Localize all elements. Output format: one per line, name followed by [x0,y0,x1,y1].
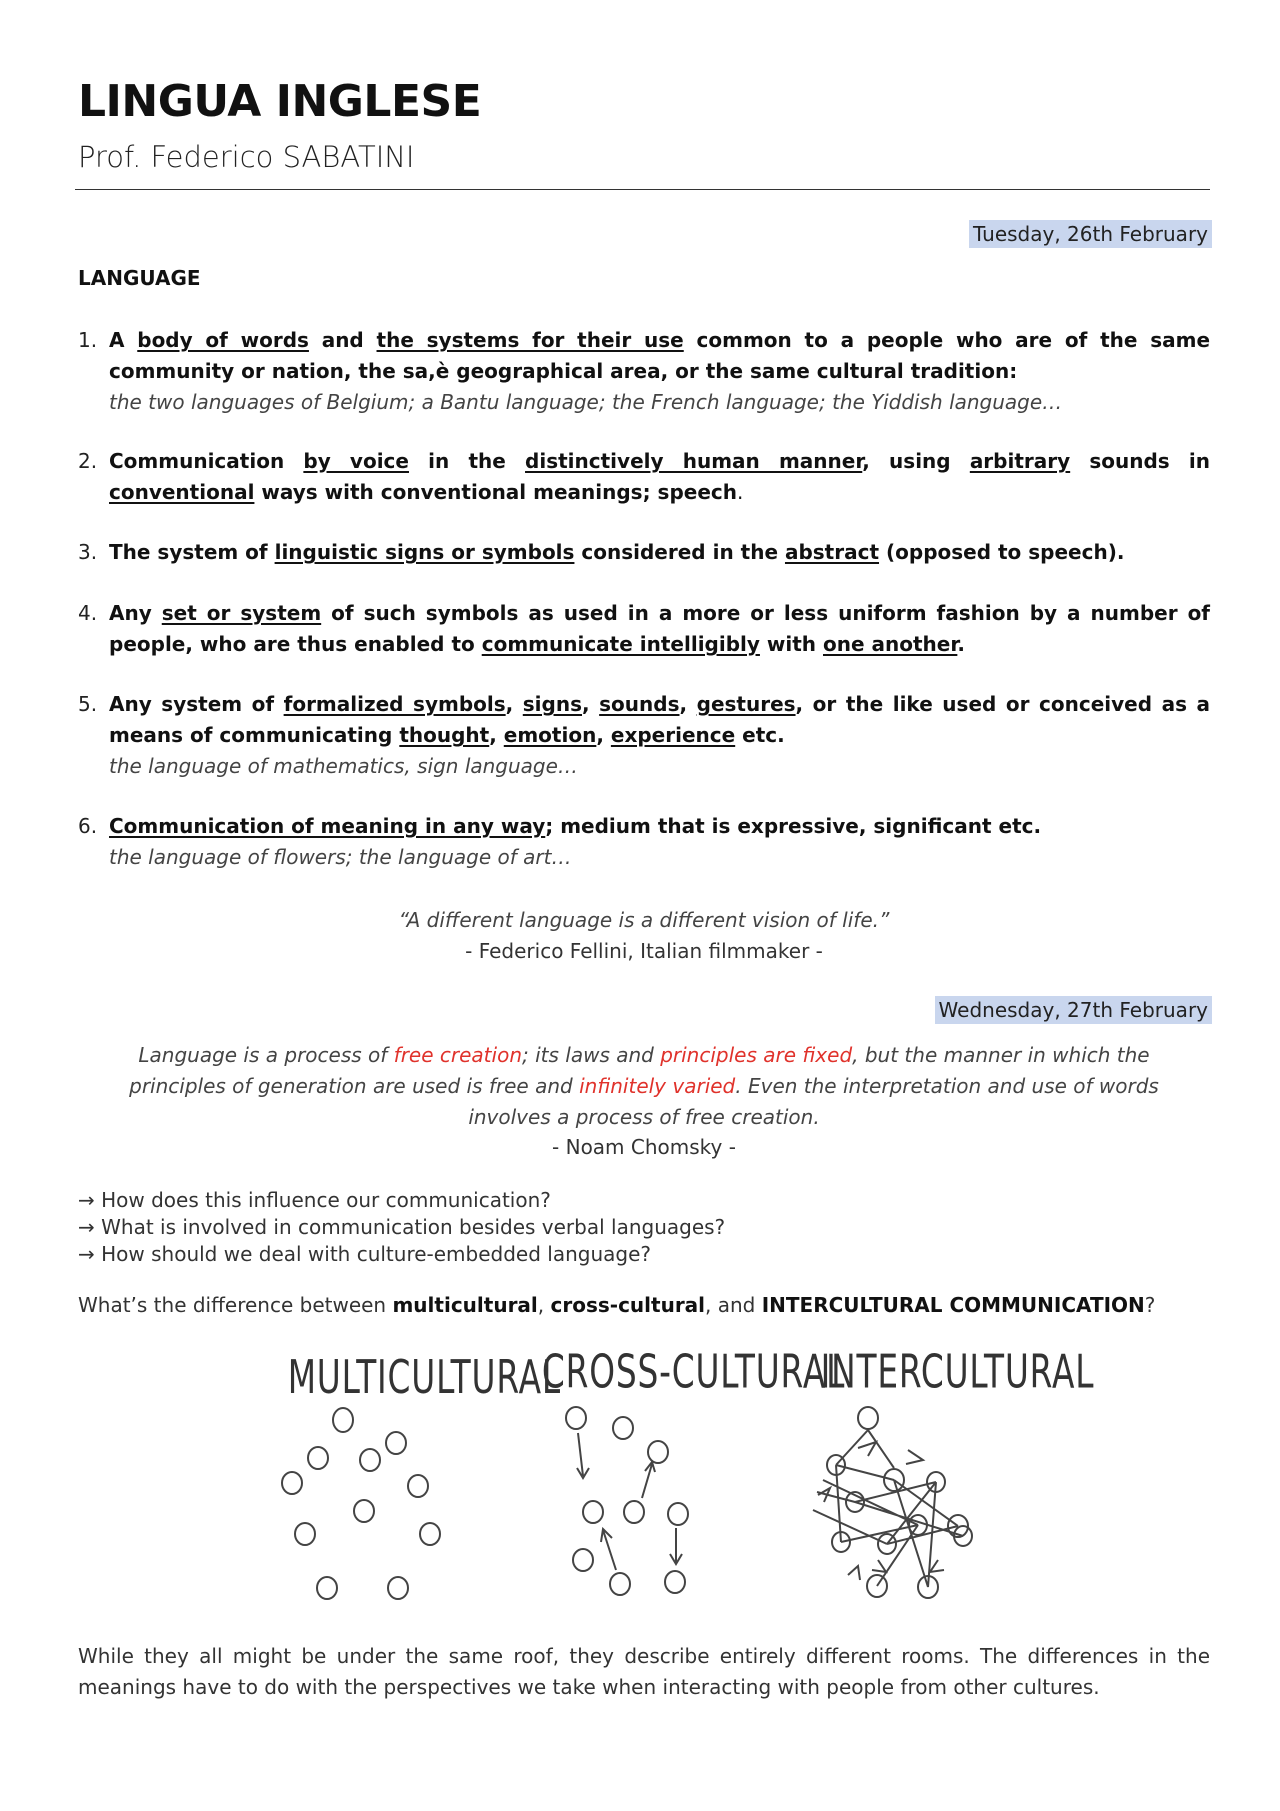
definition-number: 1. [78,328,98,352]
questions-list [78,1187,725,1268]
fellini-quote-author: - Federico Fellini, Italian filmmaker - [465,939,823,963]
multicultural-circles [282,1408,440,1599]
chomsky-quote-text: Language is a process of free creation; its laws and principles are fixed, but the manner in which the principles of generation are used is free and infinitely varied. Even the interpretation and use of words involves a process of free creation. [129,1043,1159,1129]
course-title: LINGUA INGLESE [78,76,482,127]
definition-example: the language of flowers; the language of art… [109,845,572,869]
question-item: → How should we deal with culture-embedded language? [78,1242,652,1266]
chomsky-quote-author: - Noam Chomsky - [552,1135,736,1159]
date-wednesday: Wednesday, 27th February [935,996,1212,1024]
definition-number: 3. [78,540,98,564]
label-multicultural: MULTICULTURAL [287,1351,561,1405]
difference-question: What’s the difference between multicultural, cross-cultural, and INTERCULTURAL COMMUNICATION? [78,1293,1156,1317]
professor-name: Prof. Federico SABATINI [78,140,415,174]
section-title: LANGUAGE [78,266,201,290]
cultural-communication-figure [218,1330,1158,1630]
date-tuesday: Tuesday, 26th February [969,220,1212,248]
closing-paragraph: While they all might be under the same roof, they describe entirely different rooms. The differences in the meanings have to do with the perspectives we take when interacting with people from other cultures. [78,1644,1210,1699]
intercultural-network [813,1407,972,1598]
definition-number: 4. [78,601,98,625]
question-item: → How does this influence our communication? [78,1188,551,1212]
question-item: → What is involved in communication besides verbal languages? [78,1215,726,1239]
header-divider [75,189,1210,190]
fellini-quote-text: “A different language is a different vision of life.” [398,908,890,932]
definition-number: 6. [78,814,98,838]
definition-number: 2. [78,449,98,473]
definition-number: 5. [78,692,98,716]
label-cross-cultural: CROSS-CULTURAL [541,1346,846,1400]
definition-example: the two languages of Belgium; a Bantu language; the French language; the Yiddish language… [109,390,1063,414]
cross-cultural-circles [566,1407,688,1595]
label-intercultural: INTERCULTURAL [820,1346,1095,1400]
definition-example: the language of mathematics, sign language… [109,754,578,778]
